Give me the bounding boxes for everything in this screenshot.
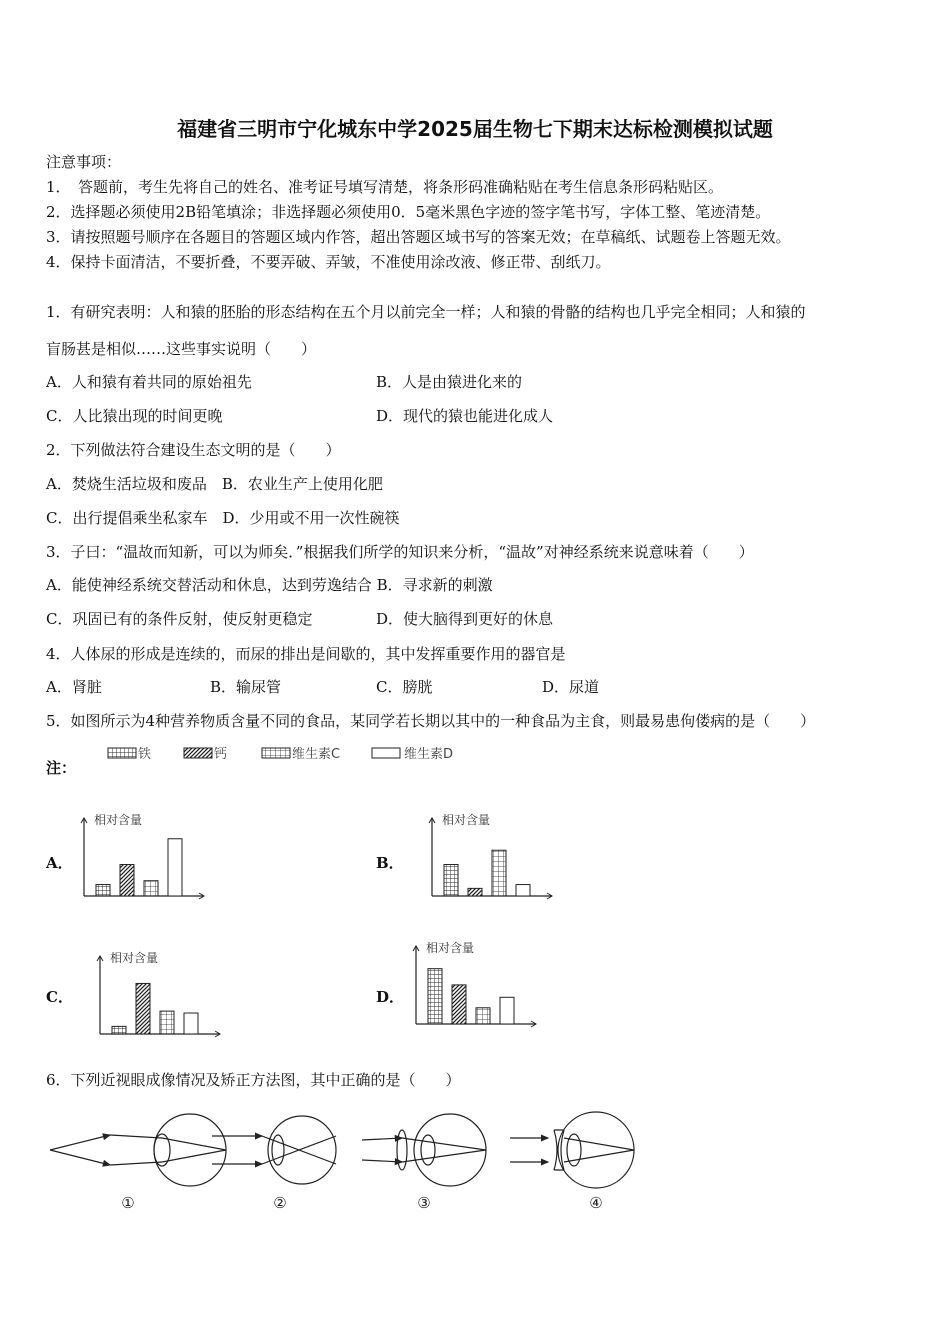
q1-stem-line2: 盲肠甚是相似……这些事实说明（ ） — [46, 340, 317, 358]
q5-option-a-label: A． — [46, 854, 73, 872]
chart-c-bar-vitamin-c — [160, 1011, 174, 1034]
eye-label-1: ① — [121, 1194, 135, 1212]
chart-b-bar-vitamin-c — [492, 850, 506, 896]
q5-option-c-label: C． — [46, 988, 73, 1006]
chart-a-bar-calcium — [120, 865, 134, 896]
chart-option-d — [402, 934, 552, 1040]
q2-options-ab: A．焚烧生活垃圾和废品 B．农业生产上使用化肥 — [46, 475, 383, 493]
q3-option-c: C．巩固已有的条件反射，使反射更稳定 — [46, 610, 313, 628]
legend-item-vitamin-c — [262, 746, 340, 762]
chart-a-bar-vitamin-d — [168, 839, 182, 896]
chart-c-bar-vitamin-d — [184, 1013, 198, 1034]
chart-c-bar-calcium — [136, 983, 150, 1034]
eye-diagram-2 — [212, 1116, 336, 1184]
page-title: 福建省三明市宁化城东中学2025届生物七下期末达标检测模拟试题 — [177, 117, 773, 141]
q2-stem: 2．下列做法符合建设生态文明的是（ ） — [46, 441, 341, 459]
q4-stem: 4．人体尿的形成是连续的，而尿的排出是间歇的，其中发挥重要作用的器官是 — [46, 645, 566, 663]
chart-b-bar-calcium — [468, 888, 482, 896]
chart-d-ylabel: 相对含量 — [426, 941, 475, 955]
chart-d-bar-vitamin-c — [476, 1008, 490, 1024]
eye-label-2: ② — [273, 1194, 287, 1212]
chart-a-ylabel: 相对含量 — [94, 813, 143, 827]
q1-option-d: D．现代的猿也能进化成人 — [376, 407, 554, 425]
q3-stem: 3．子曰：“温故而知新，可以为师矣．”根据我们所学的知识来分析，“温故”对神经系统来说意味着（ ） — [46, 543, 754, 561]
q4-option-b: B．输尿管 — [210, 678, 282, 696]
chart-legend — [100, 740, 480, 768]
legend-label-vitamin-c: 维生素C — [292, 747, 341, 762]
chart-d-bar-vitamin-d — [500, 997, 514, 1024]
q1-option-b: B．人是由猿进化来的 — [376, 373, 523, 391]
q5-stem: 5．如图所示为4种营养物质含量不同的食品，某同学若长期以其中的一种食品为主食，则最易患佝偻病的是（ ） — [46, 712, 816, 730]
notes-heading: 注意事项： — [46, 153, 122, 171]
chart-option-c — [86, 944, 236, 1050]
q4-option-d: D．尿道 — [542, 678, 600, 696]
eye-diagram-3 — [362, 1114, 486, 1186]
legend-label-calcium: 钙 — [214, 747, 228, 762]
q3-options-ab: A．能使神经系统交替活动和休息，达到劳逸结合 B．寻求新的刺激 — [46, 576, 493, 594]
eye-label-4: ④ — [589, 1194, 603, 1212]
legend-item-iron — [108, 746, 151, 762]
q1-stem-line1: 1．有研究表明：人和猿的胚胎的形态结构在五个月以前完全一样；人和猿的骨骼的结构也几乎完全相同；人和猿的 — [46, 303, 806, 321]
q6-eye-diagrams — [40, 1108, 650, 1218]
chart-d-bar-iron — [428, 969, 442, 1024]
legend-item-vitamin-d — [372, 746, 453, 762]
q5-option-b-label: B． — [376, 854, 404, 872]
note-item-4: 4．保持卡面清洁，不要折叠，不要弄破、弄皱，不准使用涂改液、修正带、刮纸刀。 — [46, 253, 611, 271]
chart-option-a — [70, 806, 220, 912]
q6-stem: 6．下列近视眼成像情况及矫正方法图，其中正确的是（ ） — [46, 1071, 461, 1089]
chart-b-ylabel: 相对含量 — [442, 813, 491, 827]
chart-a-bar-vitamin-c — [144, 881, 158, 896]
q4-option-c: C．膀胱 — [376, 678, 433, 696]
chart-d-bar-calcium — [452, 985, 466, 1024]
chart-option-b — [418, 806, 568, 912]
note-item-1: 1． 答题前，考生先将自己的姓名、准考证号填写清楚，将条形码准确粘贴在考生信息条形码粘贴区。 — [46, 178, 724, 196]
q1-option-c: C．人比猿出现的时间更晚 — [46, 407, 223, 425]
eye-label-3: ③ — [417, 1194, 431, 1212]
eye-diagram-1 — [50, 1114, 226, 1186]
legend-label-vitamin-d: 维生素D — [404, 747, 454, 762]
q1-option-a: A．人和猿有着共同的原始祖先 — [46, 373, 252, 391]
q2-options-cd: C．出行提倡乘坐私家车 D．少用或不用一次性碗筷 — [46, 509, 400, 527]
chart-b-bar-vitamin-d — [516, 885, 530, 896]
eye-diagram-4 — [510, 1112, 634, 1188]
chart-c-ylabel: 相对含量 — [110, 951, 159, 965]
q3-option-d: D．使大脑得到更好的休息 — [376, 610, 554, 628]
q4-option-a: A．肾脏 — [46, 678, 102, 696]
q5-option-d-label: D． — [376, 988, 405, 1006]
q5-note-label: 注： — [46, 759, 77, 777]
legend-label-iron: 铁 — [138, 747, 152, 762]
chart-b-bar-iron — [444, 865, 458, 896]
chart-a-bar-iron — [96, 885, 110, 896]
note-item-3: 3．请按照题号顺序在各题目的答题区域内作答，超出答题区域书写的答案无效；在草稿纸、试题卷上答题无效。 — [46, 228, 791, 246]
legend-item-calcium — [184, 747, 227, 762]
chart-c-bar-iron — [112, 1026, 126, 1034]
note-item-2: 2．选择题必须使用2B铅笔填涂；非选择题必须使用0．5毫米黑色字迹的签字笔书写，字体工整、笔迹清楚。 — [46, 203, 771, 221]
